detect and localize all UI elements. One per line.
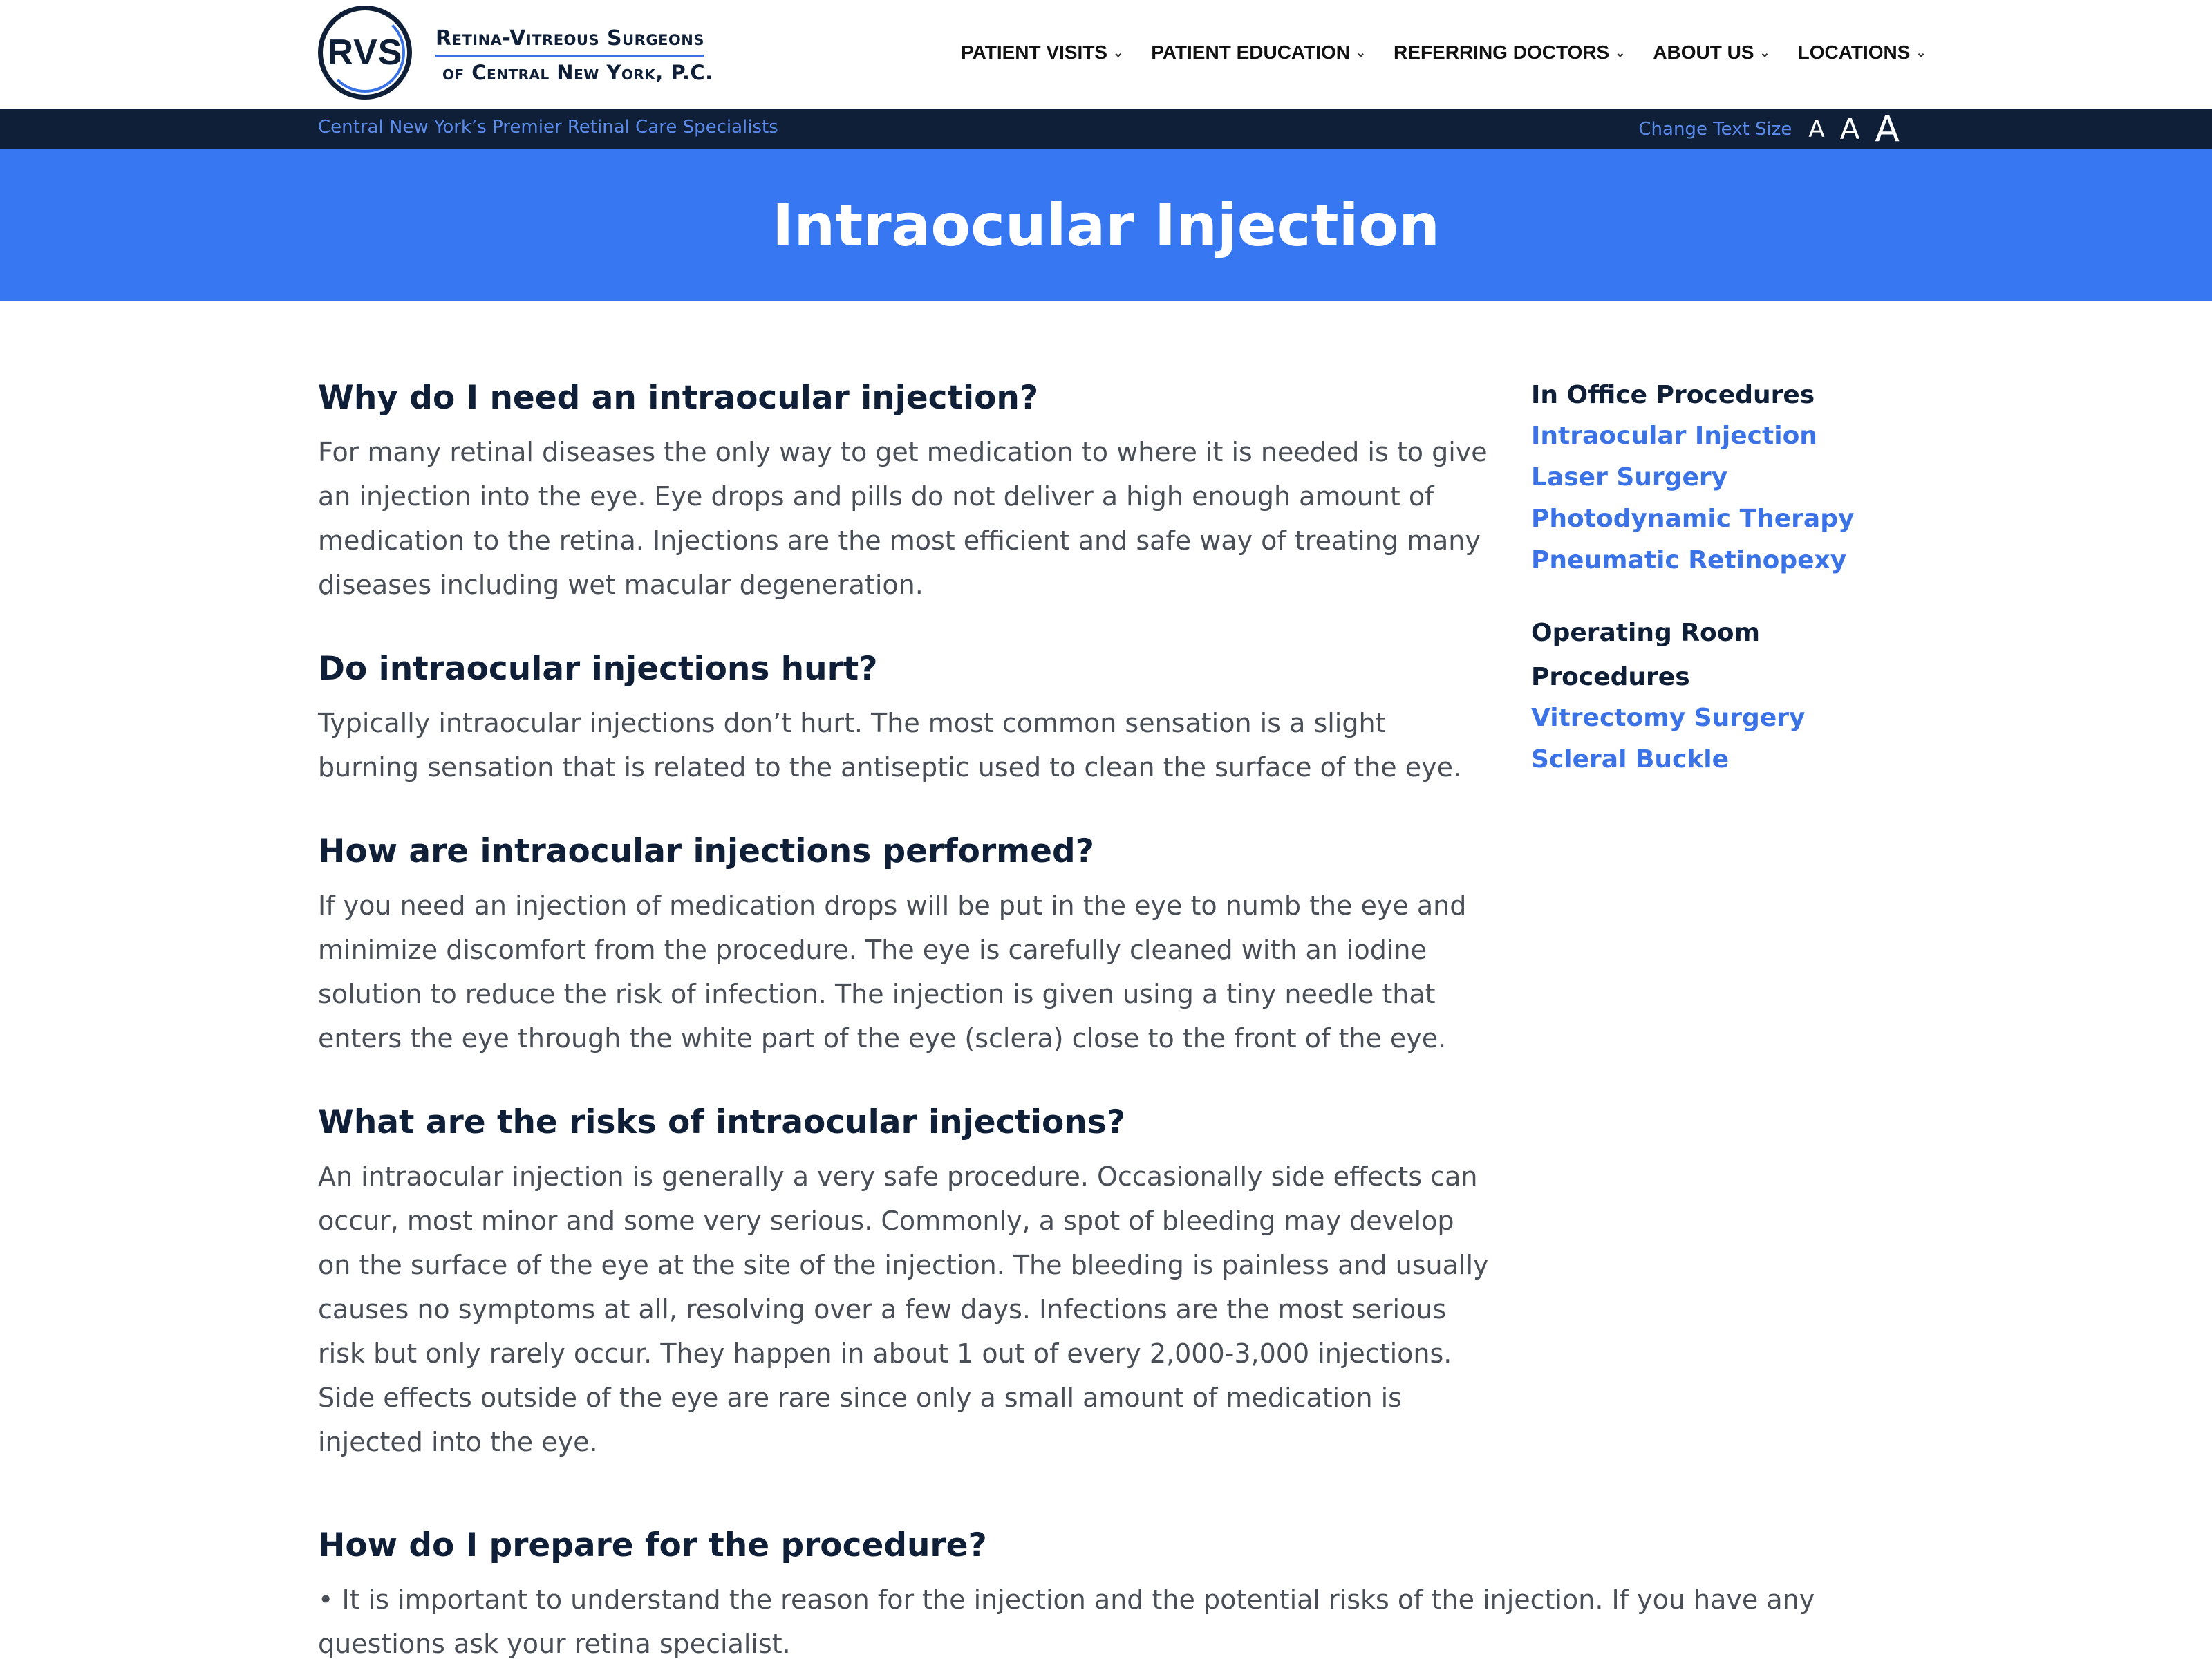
sidebar-heading: Operating Room Procedures [1531,619,1761,691]
section-body: An intraocular injection is generally a very safe procedure. Occasionally side effects can occur, most minor and some very serious. Commonly, a spot of bleeding may develop on the surface of the eye at the site of the injection. The bleeding is painless and usually causes no symptoms at all, resolving over a few days. Infections are the most serious risk but only rarely occur. They happen in about 1 out of every 2,000-3,000 injections. Side effects outside of the eye are rare since only a small amount of medication is injected into the eye. [318,1161,1489,1457]
text-size-label: Change Text Size [1638,118,1792,140]
prepare-section [318,1514,1901,1666]
text-size-large-button[interactable]: A [1875,108,1900,150]
text-size-control [1638,109,1900,149]
section-body: For many retinal diseases the only way to get medication to where it is needed is to give an injection into the eye. Eye drops and pills do not deliver a high enough amount of medication to the retina. Injections are the most efficient and safe way of treating many diseases including wet macular degeneration. [318,437,1488,600]
sidebar-link-list [1531,418,1904,583]
section-heading: How are intraocular injections performed? [318,832,1094,870]
text-size-medium-button[interactable]: A [1839,112,1860,146]
section-heading: What are the risks of intraocular injections? [318,1103,1126,1141]
sidebar-group-operating-room [1531,611,1904,783]
faq-section [318,637,1493,789]
faq-section [318,366,1493,607]
logo-initials: RVS [327,32,403,73]
faq-section [318,1091,1493,1464]
sidebar-link-vitrectomy-surgery[interactable]: Vitrectomy Surgery [1531,704,1806,732]
section-body: • It is important to understand the reason for the injection and the potential risks of the injection. If you have any questions ask your retina specialist. [318,1584,1815,1659]
logo-rule [435,55,704,57]
chevron-down-icon: ⌄ [1355,45,1367,59]
sidebar-link-laser-surgery[interactable]: Laser Surgery [1531,463,1728,492]
sidebar-link-scleral-buckle[interactable]: Scleral Buckle [1531,745,1730,774]
nav-about-us[interactable] [1653,41,1770,64]
sidebar-link-photodynamic-therapy[interactable]: Photodynamic Therapy [1531,505,1855,533]
text-size-small-button[interactable]: A [1808,115,1825,143]
logo-name-line2: of Central New York, P.C. [442,61,713,84]
procedures-sidebar [1531,373,1904,810]
section-heading: Do intraocular injections hurt? [318,650,878,688]
sidebar-group-in-office [1531,373,1904,583]
main-content [318,366,1493,1495]
chevron-down-icon: ⌄ [1113,45,1124,59]
page-title: Intraocular Injection [772,191,1440,259]
faq-section [318,820,1493,1060]
section-heading: Why do I need an intraocular injection? [318,379,1039,417]
sidebar-link-list [1531,700,1904,783]
sidebar-heading: In Office Procedures [1531,381,1815,409]
section-body: If you need an injection of medication drops will be put in the eye to numb the eye and minimize discomfort from the procedure. The eye is carefully cleaned with an iodine solution to reduce the risk of infection. The injection is given using a tiny needle that enters the eye through the white part of the eye (sclera) close to the front of the eye. [318,890,1467,1054]
main-nav [961,41,1927,64]
nav-label: ABOUT US [1653,41,1754,63]
nav-label: REFERRING DOCTORS [1394,41,1610,63]
nav-label: PATIENT EDUCATION [1151,41,1350,63]
nav-label: LOCATIONS [1797,41,1911,63]
section-body: Typically intraocular injections don’t hurt. The most common sensation is a slight burning sensation that is related to the antiseptic used to clean the surface of the eye. [318,708,1462,783]
nav-label: PATIENT VISITS [961,41,1108,63]
sidebar-link-intraocular-injection[interactable]: Intraocular Injection [1531,422,1817,450]
site-header [0,0,2212,109]
chevron-down-icon: ⌄ [1915,45,1927,59]
chevron-down-icon: ⌄ [1759,45,1770,59]
nav-patient-visits[interactable] [961,41,1123,64]
section-heading: How do I prepare for the procedure? [318,1526,987,1564]
site-logo[interactable] [318,6,713,102]
logo-name-line1: Retina-Vitreous Surgeons [435,26,704,50]
site-tagline: Central New York’s Premier Retinal Care Specialists [318,117,778,138]
sidebar-link-pneumatic-retinopexy[interactable]: Pneumatic Retinopexy [1531,546,1847,574]
chevron-down-icon: ⌄ [1615,45,1626,59]
nav-locations[interactable] [1798,41,1927,64]
nav-patient-education[interactable] [1151,41,1366,64]
page-banner [0,149,2212,301]
utility-bar [0,109,2212,149]
nav-referring-doctors[interactable] [1394,41,1625,64]
